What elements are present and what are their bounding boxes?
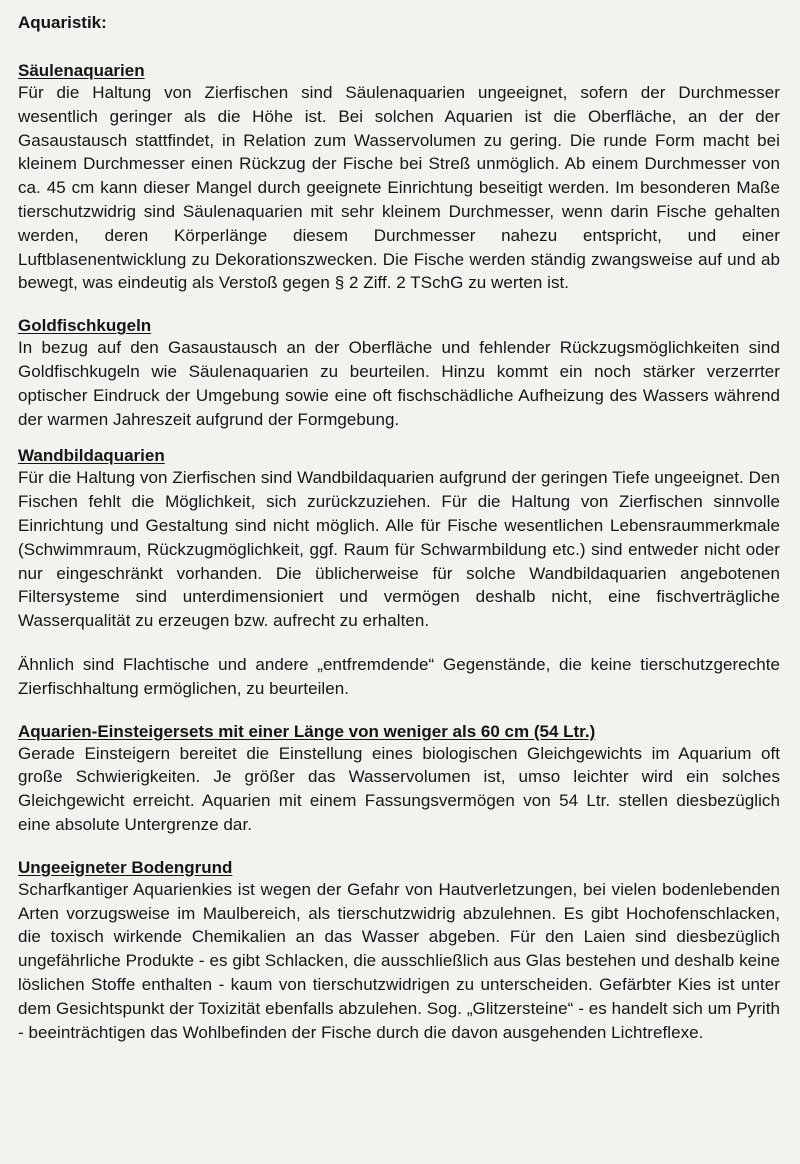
section-einsteigersets	[18, 721, 780, 837]
page-title: Aquaristik:	[18, 13, 107, 32]
section-body: Für die Haltung von Zierfischen sind Wandbildaquarien aufgrund der geringen Tiefe ungeeignet. Den Fischen fehlt die Möglichkeit, sich zurückzuziehen. Für die Haltung von Zierfischen sinnvolle Einrichtung und Gestaltung sind nicht möglich. Alle für Fische wesentlichen Lebensraummerkmale (Schwimmraum, Rückzugmöglichkeit, ggf. Raum für Schwarmbildung etc.) sind entweder nicht oder nur eingeschränkt vorhanden. Die üblicherweise für solche Wandbildaquarien angebotenen Filtersysteme sind unterdimensioniert und vermögen deshalb nicht, eine fischverträgliche Wasserqualität zu erzeugen bzw. aufrecht zu erhalten.	[18, 468, 780, 631]
section-bodengrund	[18, 857, 780, 1045]
section-body: In bezug auf den Gasaustausch an der Oberfläche und fehlender Rückzugsmöglichkeiten sind Goldfischkugeln wie Säulenaquarien zu beurteilen. Hinzu kommt ein noch stärker verzerrter optischer Eindruck der Umgebung sowie eine oft fischschädliche Aufheizung des Wassers während der warmen Jahreszeit aufgrund der Formgebung.	[18, 338, 780, 429]
section-heading: Ungeeigneter Bodengrund	[18, 857, 233, 877]
section-wandbildaquarien	[18, 445, 780, 633]
section-heading: Wandbildaquarien	[18, 446, 165, 466]
section-goldfischkugeln	[18, 315, 780, 431]
section-body: Für die Haltung von Zierfischen sind Säulenaquarien ungeeignet, sofern der Durchmesser wesentlich geringer als die Höhe ist. Bei solchen Aquarien ist die Oberfläche, an der der Gasaustausch stattfindet, in Relation zum Wasservolumen zu gering. Die runde Form macht bei kleinem Durchmesser einen Rückzug der Fische bei Streß unmöglich. Ab einem Durchmesser von ca. 45 cm kann dieser Mangel durch geeignete Einrichtung beseitigt werden. Im besonderen Maße tierschutzwidrig sind Säulenaquarien mit sehr kleinem Durchmesser, wenn darin Fische gehalten werden, deren Körperlänge diesem Durchmesser nahezu entspricht, und einer Luftblasenentwicklung zu Dekorationszwecken. Die Fische werden ständig zwangsweise auf und ab bewegt, was eindeutig als Verstoß gegen § 2 Ziff. 2 TSchG zu werten ist.	[18, 83, 780, 293]
section-flachtische	[18, 653, 780, 701]
section-heading: Säulenaquarien	[18, 61, 145, 80]
section-body: Gerade Einsteigern bereitet die Einstellung eines biologischen Gleichgewichts im Aquarium oft große Schwierigkeiten. Je größer das Wasservolumen ist, umso leichter wird ein solches Gleichgewicht erreicht. Aquarien mit einem Fassungsvermögen von 54 Ltr. stellen diesbezüglich eine absolute Untergrenze dar.	[18, 743, 780, 834]
section-heading: Aquarien-Einsteigersets mit einer Länge von weniger als 60 cm (54 Ltr.)	[18, 721, 596, 741]
section-body: Scharfkantiger Aquarienkies ist wegen der Gefahr von Hautverletzungen, bei vielen bodenlebenden Arten vorzugsweise im Maulbereich, als tierschutzwidrig abzulehnen. Es gibt Hochofenschlacken, die toxisch wirkende Chemikalien an das Wasser abgeben. Für den Laien sind diesbezüglich ungefährliche Produkte - es gibt Schlacken, die ausschließlich aus Glas bestehen und deshalb keine löslichen Stoffe enthalten - kaum von tierschutzwidrigen zu unterscheiden. Gefärbter Kies ist unter dem Gesichtspunkt der Toxizität ebenfalls abzulehen. Sog. „Glitzersteine“ - es handelt sich um Pyrith - beeinträchtigen das Wohlbefinden der Fische durch die davon ausgehenden Lichtreflexe.	[18, 879, 780, 1042]
section-heading: Goldfischkugeln	[18, 316, 152, 336]
section-saeulenaquarien	[18, 60, 780, 295]
section-body: Ähnlich sind Flachtische und andere „entfremdende“ Gegenstände, die keine tierschutzgerechte Zierfischhaltung ermöglichen, zu beurteilen.	[18, 654, 780, 698]
